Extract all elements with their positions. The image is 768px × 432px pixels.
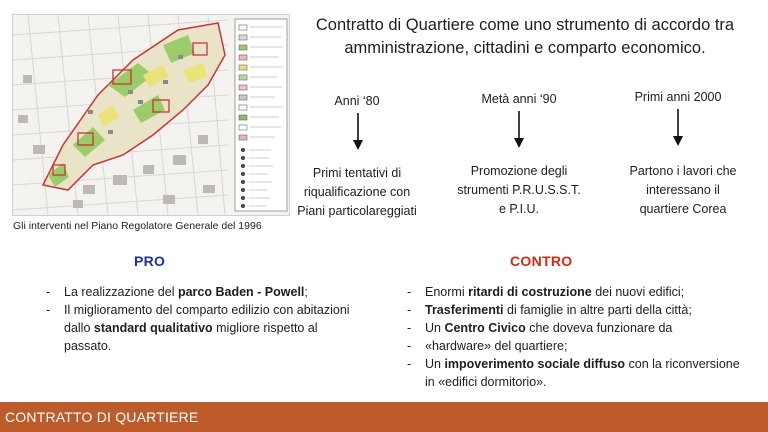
contro-item-3-text: Un [425, 321, 445, 335]
pro-item-2-bold: standard qualitativo [93, 321, 213, 335]
contro-item-5-bold: impoverimento sociale diffuso [444, 357, 626, 371]
pro-item-1-end: ; [304, 285, 308, 299]
contro-item-3-bold: Centro Civico [444, 321, 526, 335]
list-item [44, 301, 364, 355]
list-dash: - [46, 303, 51, 317]
pro-title: PRO [134, 253, 166, 269]
timeline-1-line-1: Primi tentativi di [312, 166, 402, 180]
map-caption: Gli interventi nel Piano Regolatore Generale del 1996 [13, 220, 262, 232]
pro-item-1-bold: parco Baden - Powell [177, 285, 305, 299]
list-dash: - [46, 285, 51, 299]
list-dash: - [407, 285, 412, 299]
timeline-description-2 [444, 162, 594, 219]
timeline-2-line-2: strumenti P.R.U.S.S.T. [457, 183, 581, 197]
contro-item-5-end: con la riconversione in «edifici dormitorio». [425, 357, 740, 389]
contro-item-2-end: di famiglie in altre parti della città; [503, 303, 692, 317]
contro-item-1-text: Enormi [425, 285, 469, 299]
timeline-period-2: Metà anni ‘90 [481, 92, 557, 106]
urban-plan-map-drawing [13, 15, 289, 215]
contro-title: CONTRO [510, 253, 573, 269]
timeline-3-line-3: quartiere Corea [639, 202, 727, 216]
pro-item-2-text: Il miglioramento del comparto edilizio con abitazioni dallo [64, 303, 350, 335]
footer-title: CONTRATTO DI QUARTIERE [5, 409, 199, 425]
timeline-period-1: Anni ‘80 [334, 94, 380, 108]
list-dash: - [407, 303, 412, 317]
list-item [44, 283, 364, 301]
list-item [405, 355, 750, 391]
timeline-period-3: Primi anni 2000 [634, 90, 722, 104]
contro-item-1-bold: ritardi di costruzione [468, 285, 592, 299]
pro-list [44, 283, 364, 355]
down-arrow-icon [352, 113, 364, 151]
timeline-description-1 [282, 164, 432, 221]
timeline-1-line-3: Piani particolareggiati [297, 204, 417, 218]
list-item [405, 319, 750, 337]
down-arrow-icon [672, 109, 684, 147]
headline-line-1: Contratto di Quartiere come uno strumento di accordo tra [315, 16, 735, 34]
timeline-2-line-3: e P.I.U. [498, 202, 540, 216]
contro-item-4-text: «hardware» del quartiere; [425, 339, 568, 353]
list-dash: - [407, 357, 412, 371]
contro-list [405, 283, 750, 391]
list-item [405, 283, 750, 301]
timeline-1-line-2: riqualificazione con [303, 185, 411, 199]
pro-item-1-text: La realizzazione del [64, 285, 178, 299]
timeline-2-line-1: Promozione degli [470, 164, 568, 178]
timeline-description-3 [608, 162, 758, 219]
down-arrow-icon [513, 111, 525, 149]
timeline-3-line-1: Partono i lavori che [629, 164, 737, 178]
contro-item-3-end: che doveva funzionare da [525, 321, 673, 335]
timeline-3-line-2: interessano il [646, 183, 720, 197]
headline [292, 14, 758, 60]
list-item [405, 337, 750, 355]
list-dash: - [407, 321, 412, 335]
urban-plan-map [12, 14, 290, 216]
contro-item-2-bold: Trasferimenti [425, 303, 504, 317]
list-item [405, 301, 750, 319]
headline-line-2: amministrazione, cittadini e comparto economico. [344, 39, 706, 57]
list-dash: - [407, 339, 412, 353]
contro-item-1-end: dei nuovi edifici; [591, 285, 685, 299]
contro-item-5-text: Un [425, 357, 445, 371]
pro-item-2-end: migliore rispetto al passato. [64, 321, 318, 353]
footer-bar [0, 402, 768, 432]
